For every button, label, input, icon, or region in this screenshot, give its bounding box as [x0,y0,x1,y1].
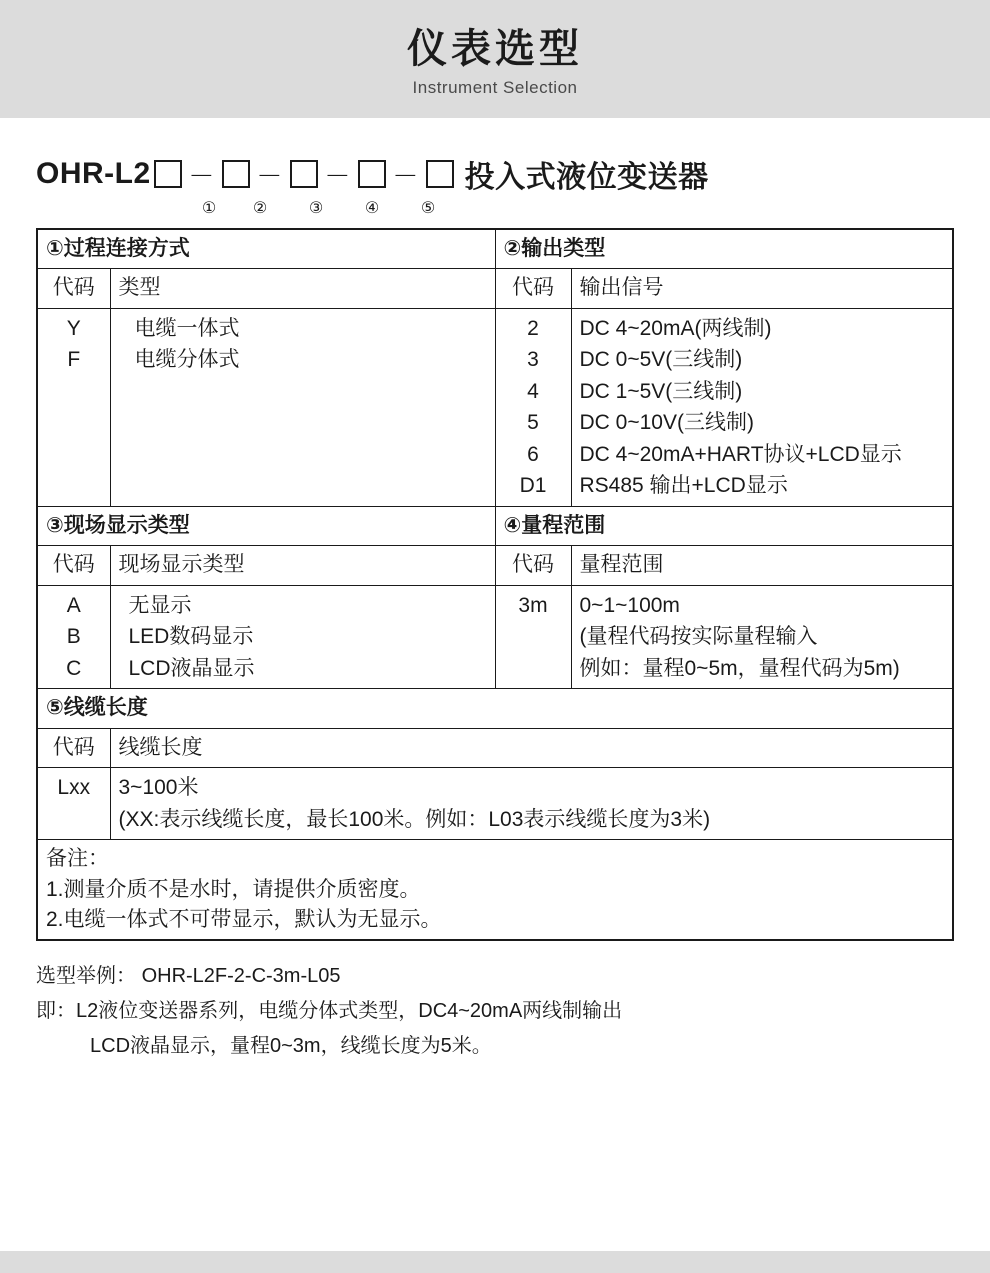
section-5-col-code: 代码 [38,728,110,767]
section-5-title: ⑤线缆长度 [38,689,952,728]
table-row [38,585,952,689]
example-value: OHR-L2F-2-C-3m-L05 [141,965,341,988]
section-3-col-desc: 现场显示类型 [110,546,495,585]
section-3-code-0: A [66,593,81,617]
remark-block [38,840,952,940]
marker-2: ② [252,200,268,217]
section-3-desc-1: LED数码显示 [128,625,254,649]
section-2-code-2: 4 [527,379,539,403]
code-box-3 [290,160,318,188]
section-5-descs [110,768,952,840]
remark-line-1: 2.电缆一体式不可带显示，默认为无显示。 [46,908,442,931]
section-1-descs [110,308,495,506]
section-2-descs [571,308,952,506]
section-1-col-code: 代码 [38,269,110,308]
table-row [38,768,952,840]
table-row [38,728,952,767]
table-row [38,269,952,308]
model-dash-2: － [256,160,283,191]
section-2-col-code: 代码 [495,269,571,308]
selection-example [36,959,990,1064]
model-marker-row [36,198,990,218]
section-2-desc-5: RS485 输出+LCD显示 [579,474,788,498]
table-row [38,689,952,728]
page-title: 仪表选型 [407,27,583,71]
section-3-codes [38,585,110,689]
code-box-1 [154,160,182,188]
marker-1: ① [201,200,217,217]
code-box-4 [358,160,386,188]
section-5-desc-line-1: (XX:表示线缆长度，最长100米。例如：L03表示线缆长度为3米) [118,807,711,831]
example-line-1 [36,959,990,994]
section-2-title: ②输出类型 [495,230,952,269]
model-dash-1: － [188,160,215,191]
section-2-code-1: 3 [527,348,539,372]
section-5-desc-line-0: 3~100米 [118,776,199,800]
example-label: 选型举例： [36,965,136,988]
section-4-descs [571,585,952,689]
table-row [38,230,952,269]
table-row [38,506,952,545]
table-row [38,546,952,585]
section-1-desc-1: 电缆分体式 [134,348,240,372]
model-dash-4: － [392,160,419,191]
section-4-desc-line-1: (量程代码按实际量程输入 [579,625,818,649]
marker-3: ③ [308,200,324,217]
section-4-desc-line-2: 例如：量程0~5m，量程代码为5m) [579,656,900,680]
section-2-code-0: 2 [527,316,539,340]
section-3-desc-2: LCD液晶显示 [128,656,255,680]
section-3-desc-0: 无显示 [128,593,192,617]
section-2-desc-4: DC 4~20mA+HART协议+LCD显示 [579,442,902,466]
section-3-col-code: 代码 [38,546,110,585]
section-2-col-desc: 输出信号 [571,269,952,308]
section-2-desc-1: DC 0~5V(三线制) [579,348,743,372]
section-3-code-2: C [66,656,82,680]
section-2-code-3: 5 [527,411,539,435]
section-5-col-desc: 线缆长度 [110,728,952,767]
specification-table [36,228,954,941]
bottom-bar [0,1251,990,1273]
section-1-code-1: F [67,348,81,372]
section-2-codes [495,308,571,506]
section-1-desc-0: 电缆一体式 [134,316,240,340]
section-4-col-desc: 量程范围 [571,546,952,585]
section-4-codes [495,585,571,689]
section-4-title: ④量程范围 [495,506,952,545]
section-2-desc-2: DC 1~5V(三线制) [579,379,743,403]
model-product-name: 投入式液位变送器 [464,161,709,194]
remark-line-0: 1.测量介质不是水时，请提供介质密度。 [46,877,421,901]
model-code-area [0,152,990,218]
code-box-2 [222,160,250,188]
example-line-3: LCD液晶显示，量程0~3m，线缆长度为5米。 [90,1035,492,1058]
model-dash-3: － [324,160,351,191]
section-1-code-0: Y [66,316,81,340]
page-subtitle: Instrument Selection [412,78,578,97]
section-1-codes [38,308,110,506]
page-header [0,0,990,118]
section-3-descs [110,585,495,689]
section-1-title: ①过程连接方式 [38,230,495,269]
marker-4: ④ [364,200,380,217]
section-4-col-code: 代码 [495,546,571,585]
section-1-col-desc: 类型 [110,269,495,308]
section-5-codes [38,768,110,840]
section-4-desc-line-0: 0~1~100m [579,593,680,617]
section-3-title: ③现场显示类型 [38,506,495,545]
model-prefix: OHR-L2 [36,157,151,190]
section-5-code-0: Lxx [57,776,91,800]
section-3-code-1: B [66,625,81,649]
table-row [38,840,952,940]
section-2-code-5: D1 [519,474,547,498]
section-2-desc-3: DC 0~10V(三线制) [579,411,754,435]
section-2-desc-0: DC 4~20mA(两线制) [579,316,772,340]
section-4-code-0: 3m [518,593,548,617]
remark-title: 备注： [46,847,109,871]
marker-5: ⑤ [420,200,436,217]
section-2-code-4: 6 [527,442,539,466]
code-box-5 [426,160,454,188]
table-row [38,308,952,506]
example-line-2: 即：L2液位变送器系列，电缆分体式类型，DC4~20mA两线制输出 [36,1000,623,1023]
model-code-line [36,152,990,196]
